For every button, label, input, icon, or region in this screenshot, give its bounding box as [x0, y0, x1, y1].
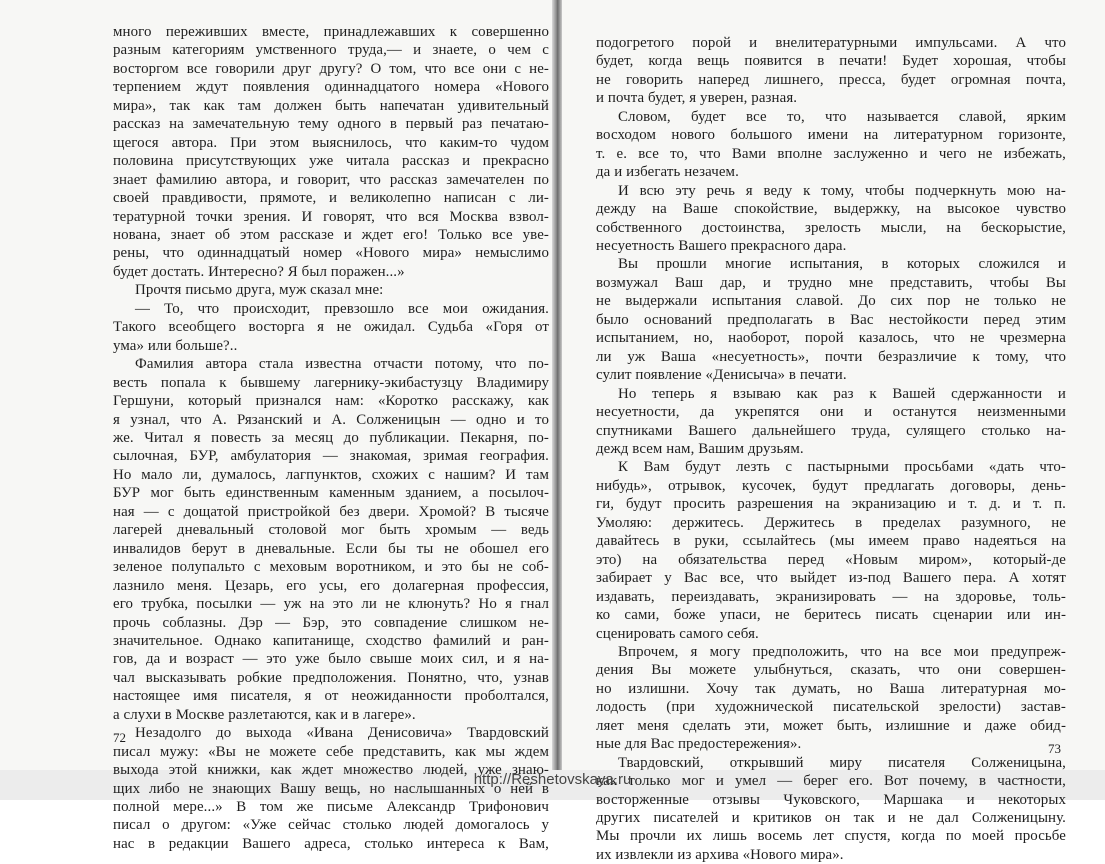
- text-line: знает фамилию автора, и говорит, что рассказ замечателен по: [113, 171, 549, 188]
- text-line: рены, что одиннадцатый номер «Нового мира» немыслимо: [113, 245, 549, 262]
- text-line: половина присутствующих уже читала рассказ и прекрасно: [113, 153, 549, 170]
- text-line: тературной точки зрения. И говорят, что вся Москва взвол-: [113, 208, 549, 225]
- text-line: как только мог и умел — берег его. Вот почему, в частности,: [596, 773, 1066, 790]
- text-line: ли уж Ваша «несуетность», почти безразличие к тому, что: [596, 348, 1066, 365]
- text-line: настоящее имя писателя, я от неожиданности проболтался,: [113, 688, 549, 705]
- text-line: несуетность Вашего прекрасного дара.: [596, 237, 847, 254]
- text-line: восходом нового большого имени на литературном горизонте,: [596, 127, 1066, 144]
- text-line: сценировать самого себя.: [596, 625, 759, 642]
- text-line: Но теперь я взываю как раз к Вашей сдержанности и: [618, 385, 1066, 402]
- text-line: лагерей дневальный столовой мог быть хромым — ведь: [113, 522, 549, 539]
- text-line: писал мужу: «Вы не можете себе представить, как мы ждем: [113, 743, 549, 760]
- text-line: спутниками Вашего дальнейшего труда, сулящего столько на-: [596, 422, 1066, 439]
- text-line: щих либо не знающих Вашу вещь, но наслышанных о ней в: [113, 780, 549, 797]
- text-line: Фамилия автора стала известна отчасти потому, что по-: [135, 356, 549, 373]
- text-line: других писателей и критиков он так и не дал Солженицыну.: [596, 810, 1066, 827]
- text-line: рассказ на замечательную тему одного в первый раз печатаю-: [113, 116, 549, 133]
- text-line: выхода этой книжки, как ждет множество людей, уже знаю-: [113, 762, 549, 779]
- text-line: значительное. Однако капитанище, сходство фамилий и ран-: [113, 632, 549, 649]
- text-line: гов, да и возраст — это уже было свыше моих сил, и я на-: [113, 651, 549, 668]
- text-line: ги, будут просить разрешения на экранизацию и т. д. и т. п.: [596, 496, 1066, 513]
- text-line: я узнал, что А. Рязанский и А. Солженицын — одно и то: [113, 411, 549, 428]
- text-line: разным категориям умственного труда,— и знаете, о чем с: [113, 42, 549, 59]
- text-line: Незадолго до выхода «Ивана Денисовича» Твардовский: [135, 725, 549, 742]
- text-line: своей правдивости, прямоте, и великолепно написан с ли-: [113, 190, 549, 207]
- text-line: Такого всеобщего восторга я не ожидал. Судьба «Горя от: [113, 319, 549, 336]
- text-line: ные для Вас предостережения».: [596, 736, 802, 753]
- text-line: нибудь», отрывок, кусочек, будут предлагать договоры, день-: [596, 477, 1066, 494]
- text-line: т. е. все то, что Вами вполне заслуженно и чего не избежать,: [596, 145, 1066, 162]
- text-line: — То, что происходит, превзошло все мои ожидания.: [135, 300, 549, 317]
- text-line: инвалидов берут в дневальные. Если бы ты не обошел его: [113, 540, 549, 557]
- text-line: восторженные отзывы Чуковского, Маршака и некоторых: [596, 791, 1066, 808]
- text-line: давайтесь в руки, ссылайтесь (мы имеем право надеяться на: [596, 533, 1066, 550]
- text-line: зеленое полупальто с меховым воротником, и это бы не соб-: [113, 559, 549, 576]
- text-line: весть попала к бывшему лагернику-экибастузцу Владимиру: [113, 374, 549, 391]
- left-page-text: [113, 23, 549, 853]
- text-line: ная — с дощатой пристройкой без двери. Хромой? В тысяче: [113, 503, 549, 520]
- text-line: не говорить наперед лишнего, пресса, будет огромная почта,: [596, 71, 1066, 88]
- text-line: будет, когда вещь появится в печати! Будет хорошая, чтобы: [596, 53, 1066, 70]
- text-line: подогретого порой и внелитературными импульсами. А что: [596, 35, 1066, 51]
- text-line: дежд всем нам, Вашим друзьям.: [596, 440, 804, 457]
- text-line: издавать, переиздавать, экранизировать — на здоровье, толь-: [596, 588, 1066, 605]
- text-line: но излишни. Хочу так думать, но Ваша литературная мо-: [596, 680, 1066, 697]
- text-line: забирает у Вас все, что выйдет из-под Вашего пера. А хотят: [596, 570, 1066, 587]
- text-line: собственного достоинства, зрелость мысли, на бескорыстие,: [596, 219, 1066, 236]
- right-page: [562, 0, 1105, 863]
- left-page-number: 72: [113, 730, 126, 745]
- text-line: Впрочем, я могу предположить, что на все мои предупреж-: [618, 643, 1066, 660]
- text-line: дения Вы можете улыбнуться, сказать, что они совершен-: [596, 662, 1066, 679]
- text-line: БУР мог быть единственным каменным зданием, а посылоч-: [113, 485, 549, 502]
- text-line: полной мере...» В том же письме Александр Трифонович: [113, 799, 549, 816]
- text-line: мира», так как там должен быть напечатан удивительный: [113, 97, 549, 114]
- text-line: чал высказывать робкие предположения. Понятно, что, узнав: [113, 669, 549, 686]
- text-line: испытанием, но, наоборот, порой казалось, что не чрезмерна: [596, 330, 1066, 347]
- text-line: щегося автора. При этом выяснилось, что каким-то чудом: [113, 134, 549, 151]
- source-url-watermark: http://Reshetovskaya.ru: [473, 771, 632, 788]
- text-line: их извлекли из архива «Нового мира».: [596, 846, 844, 863]
- text-line: сылочная, БУР, амбулатория — знакомая, зримая география.: [113, 448, 549, 465]
- text-line: терпением ждут появления одиннадцатого номера «Нового: [113, 79, 549, 96]
- text-line: будет достать. Интересно? Я был поражен...»: [113, 263, 405, 280]
- text-line: ляет меня сделать эти, может быть, излишние и даже обид-: [596, 717, 1066, 734]
- text-line: лодость (при художнической писательской зрелости) застав-: [596, 699, 1066, 716]
- text-line: это) на обязательства перед «Новым миром», который-де: [596, 551, 1066, 568]
- text-line: прочь соблазны. Дэр — Бэр, это совпадение слишком не-: [113, 614, 549, 631]
- text-line: возмужал Ваш дар, и трудно мне представить, чтобы Вы: [596, 274, 1066, 291]
- text-line: много переживших вместе, принадлежавших к совершенно: [113, 24, 549, 40]
- text-line: Словом, будет все то, что называется славой, ярким: [618, 108, 1066, 125]
- text-line: сулит появление «Денисыча» в печати.: [596, 367, 847, 384]
- right-page-text: [596, 34, 1066, 864]
- text-line: Умоляю: держитесь. Держитесь в пределах разумного, не: [596, 514, 1066, 531]
- text-line: дежду на Ваше спокойствие, выдержку, на высокое чувство: [596, 201, 1066, 218]
- text-line: да и избегать незачем.: [596, 164, 739, 181]
- book-gutter: [552, 0, 562, 770]
- text-line: Прочтя письмо друга, муж сказал мне:: [135, 282, 384, 299]
- text-line: не выдержали испытания славой. До сих пор не только не: [596, 293, 1066, 310]
- text-line: нас в редакции Вашего адреса, столько интереса к Вам,: [113, 835, 549, 852]
- text-line: несуетности, да укрепятся они и останутся неизменными: [596, 404, 1066, 421]
- text-line: ко сами, боже упаси, не беритесь писать сценарии или ин-: [596, 607, 1066, 624]
- text-line: нована, знает об этом рассказе и ждет его! Только все уве-: [113, 226, 549, 243]
- text-line: же. Читал я повесть за месяц до публикации. Пекарня, по-: [113, 429, 549, 446]
- text-line: И всю эту речь я веду к тому, чтобы подчеркнуть мою на-: [618, 182, 1066, 199]
- text-line: Гершуни, который признался нам: «Коротко расскажу, как: [113, 393, 549, 410]
- left-page: [0, 0, 552, 852]
- text-line: его трубка, посылки — уж на это ли не клюнуть? Но я гнал: [113, 596, 549, 613]
- text-line: Вы прошли многие испытания, в которых сложился и: [618, 256, 1066, 273]
- text-line: восторгом все говорили друг другу? О том, что все они с не-: [113, 60, 549, 77]
- text-line: Твардовский, открывший миру писателя Солженицына,: [618, 754, 1066, 771]
- text-line: лазнило меня. Цезарь, его усы, его долагерная профессия,: [113, 577, 549, 594]
- text-line: ума» или больше?..: [113, 337, 238, 354]
- text-line: Но мало ли, думалось, лагпунктов, схожих с нашим? И там: [113, 466, 549, 483]
- text-line: К Вам будут лезть с пастырными просьбами «дать что-: [618, 459, 1066, 476]
- text-line: а слухи в Москве разлетаются, как и в лагере».: [113, 706, 416, 723]
- text-line: писал о другом: «Уже сейчас столько людей домогалось у: [113, 817, 549, 834]
- text-line: было оснований предполагать в Вас нестойкости перед этим: [596, 311, 1066, 328]
- text-line: и почта будет, я уверен, разная.: [596, 90, 798, 107]
- text-line: Мы прочли их лишь восемь лет спустя, когда по моей просьбе: [596, 828, 1066, 845]
- right-page-number: 73: [1048, 741, 1061, 756]
